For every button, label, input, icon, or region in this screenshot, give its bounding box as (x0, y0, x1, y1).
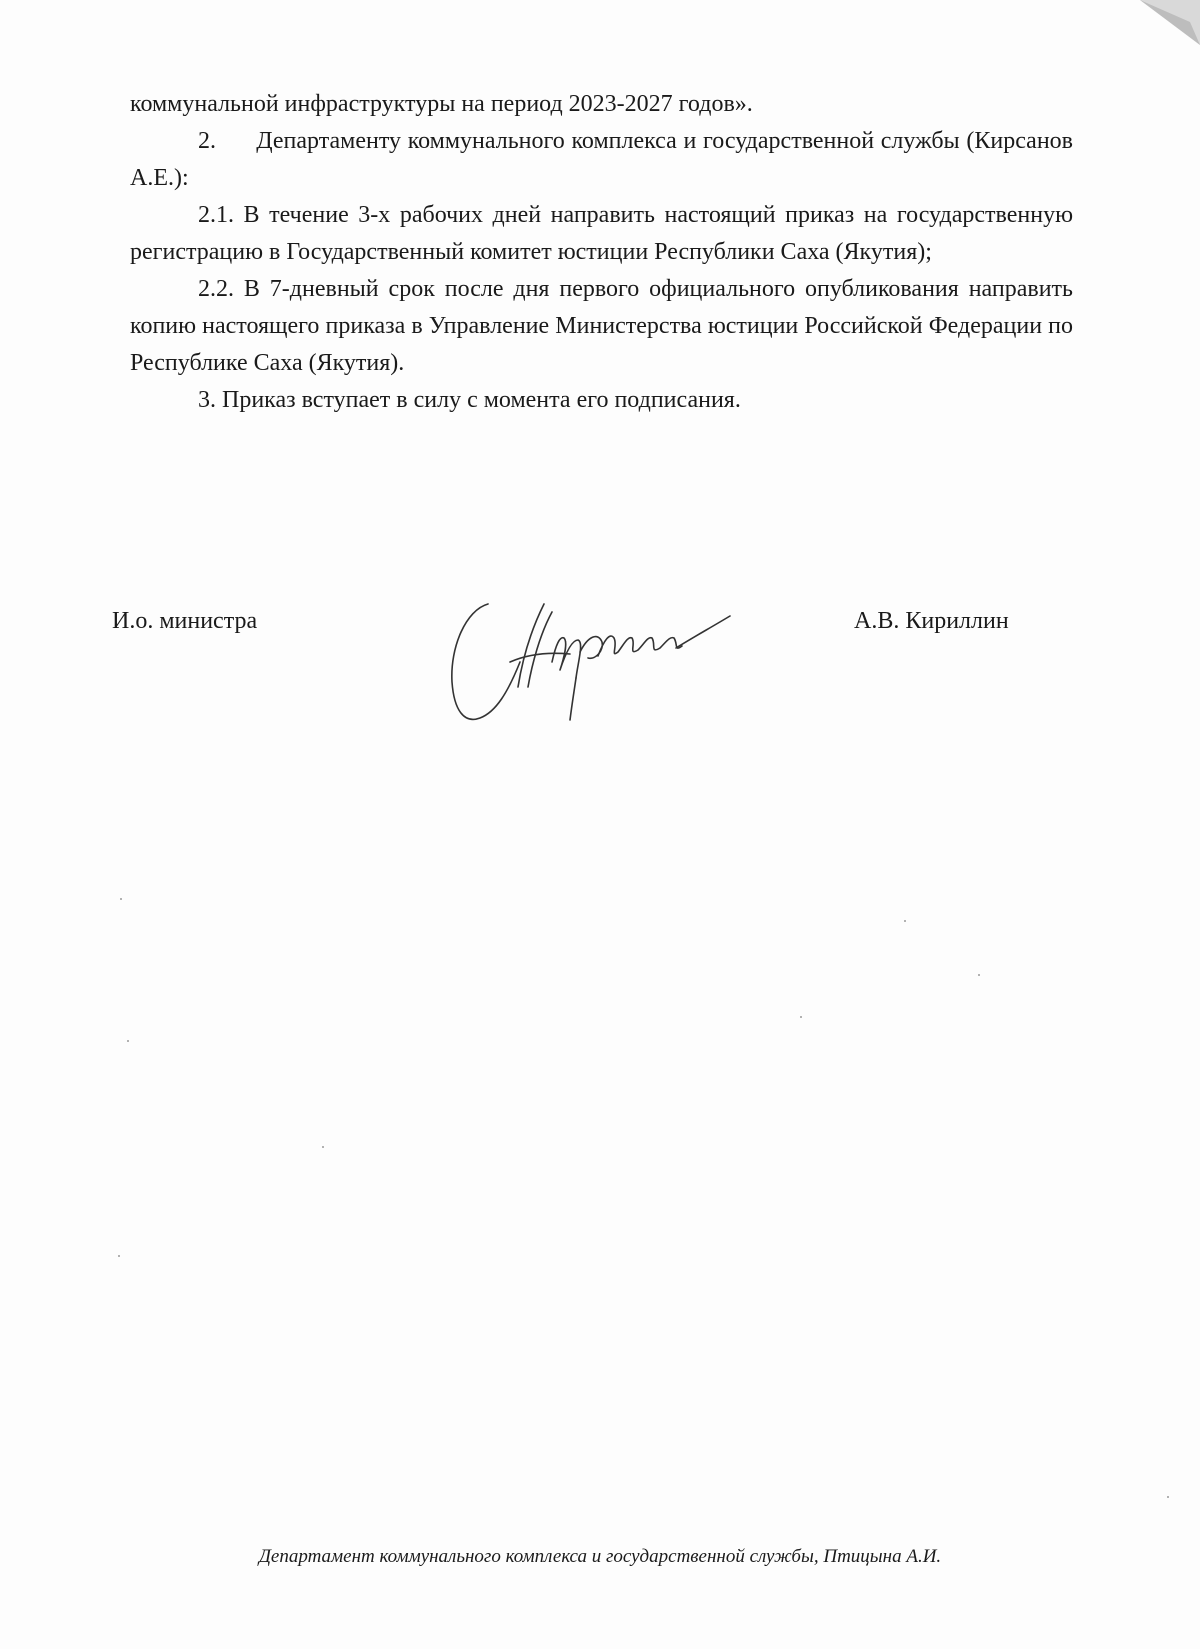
scan-speck (118, 1255, 120, 1257)
paragraph-item-2-1: 2.1. В течение 3-х рабочих дней направить настоящий приказ на государственную регистрацию в Государственный комитет юстиции Республики Саха (Якутия); (130, 202, 1073, 265)
paragraph-continuation: коммунальной инфраструктуры на период 2023-2027 годов». (130, 91, 753, 117)
document-footer-executor: Департамент коммунального комплекса и государственной службы, Птицына А.И. (258, 1546, 942, 1567)
paragraph-item-3: 3. Приказ вступает в силу с момента его подписания. (198, 387, 741, 413)
scan-speck (322, 1146, 324, 1148)
scan-speck (1167, 1496, 1169, 1498)
page-corner-fold (1120, 0, 1200, 60)
signatory-name: А.В. Кириллин (854, 608, 1009, 634)
paragraph-item-2: 2. Департаменту коммунального комплекса и государственной службы (Кирсанов А.Е.): (130, 128, 1073, 191)
paragraph-item-2-2: 2.2. В 7-дневный срок после дня первого официального опубликования направить копию настоящего приказа в Управление Министерства юстиции Российской Федерации по Республике Саха (Якутия). (130, 276, 1073, 376)
scan-speck (120, 898, 122, 900)
scan-speck (127, 1040, 129, 1042)
signatory-role: И.о. министра (112, 608, 258, 634)
signature-block (0, 592, 1200, 752)
scan-speck (800, 1016, 802, 1018)
order-text (130, 86, 1073, 419)
scan-speck (978, 974, 980, 976)
scan-speck (904, 920, 906, 922)
handwritten-signature (448, 592, 748, 742)
